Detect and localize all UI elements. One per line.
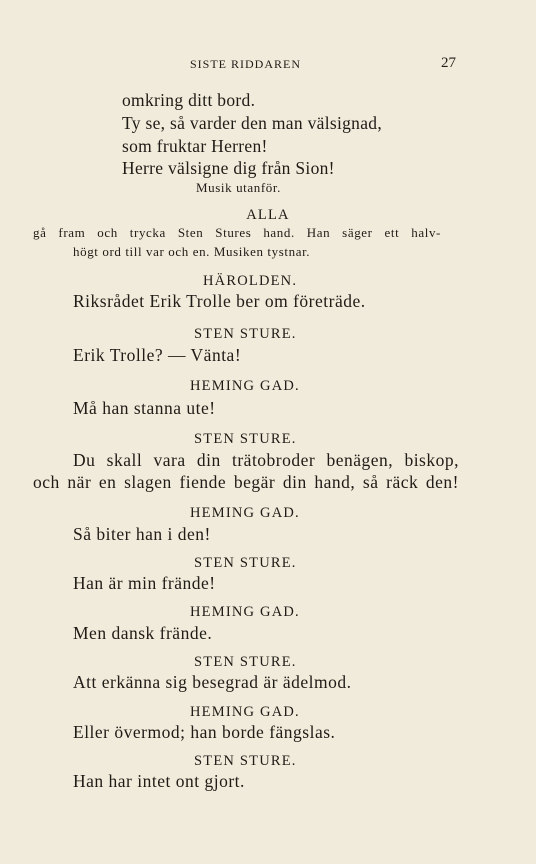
speech-line: Han har intet ont gjort.: [73, 771, 245, 791]
speech-line: Att erkänna sig besegrad är ädelmod.: [73, 672, 352, 692]
speaker-name: STEN STURE.: [194, 555, 297, 571]
speaker-name: HEMING GAD.: [190, 704, 300, 720]
running-title: SISTE RIDDAREN: [190, 57, 302, 71]
speech-line: Han är min frände!: [73, 573, 216, 593]
verse-line: som fruktar Herren!: [122, 136, 268, 156]
stage-direction: högt ord till var och en. Musiken tystnar.: [73, 244, 311, 259]
speaker-name: HEMING GAD.: [190, 604, 300, 620]
speaker-name: STEN STURE.: [194, 654, 297, 670]
speech-line: Du skall vara din trätobroder benägen, biskop,: [73, 450, 459, 470]
stage-direction: gå fram och trycka Sten Stures hand. Han säger ett halv-: [33, 225, 441, 240]
speech-line: och när en slagen fiende begär din hand, så räck den!: [33, 472, 459, 492]
verse-line: Herre välsigne dig från Sion!: [122, 158, 335, 178]
speech-line: Men dansk frände.: [73, 623, 213, 643]
speaker-name: STEN STURE.: [194, 753, 297, 769]
speaker-name: HEMING GAD.: [190, 505, 300, 521]
speech-line: Eller övermod; han borde fängslas.: [73, 722, 336, 742]
speaker-name: STEN STURE.: [194, 431, 297, 447]
speaker-name: STEN STURE.: [194, 326, 297, 342]
speaker-name: HÄROLDEN.: [203, 273, 298, 289]
speech-line: Så biter han i den!: [73, 524, 211, 544]
verse-line: Ty se, så varder den man välsignad,: [122, 113, 383, 133]
speaker-name: HEMING GAD.: [190, 378, 300, 394]
stage-direction: Musik utanför.: [196, 180, 281, 195]
page-number: 27: [441, 55, 456, 71]
speaker-name: ALLA: [246, 207, 290, 223]
verse-line: omkring ditt bord.: [122, 90, 256, 110]
speech-line: Riksrådet Erik Trolle ber om företräde.: [73, 291, 366, 311]
speech-line: Må han stanna ute!: [73, 398, 216, 418]
speech-line: Erik Trolle? — Vänta!: [73, 345, 242, 365]
